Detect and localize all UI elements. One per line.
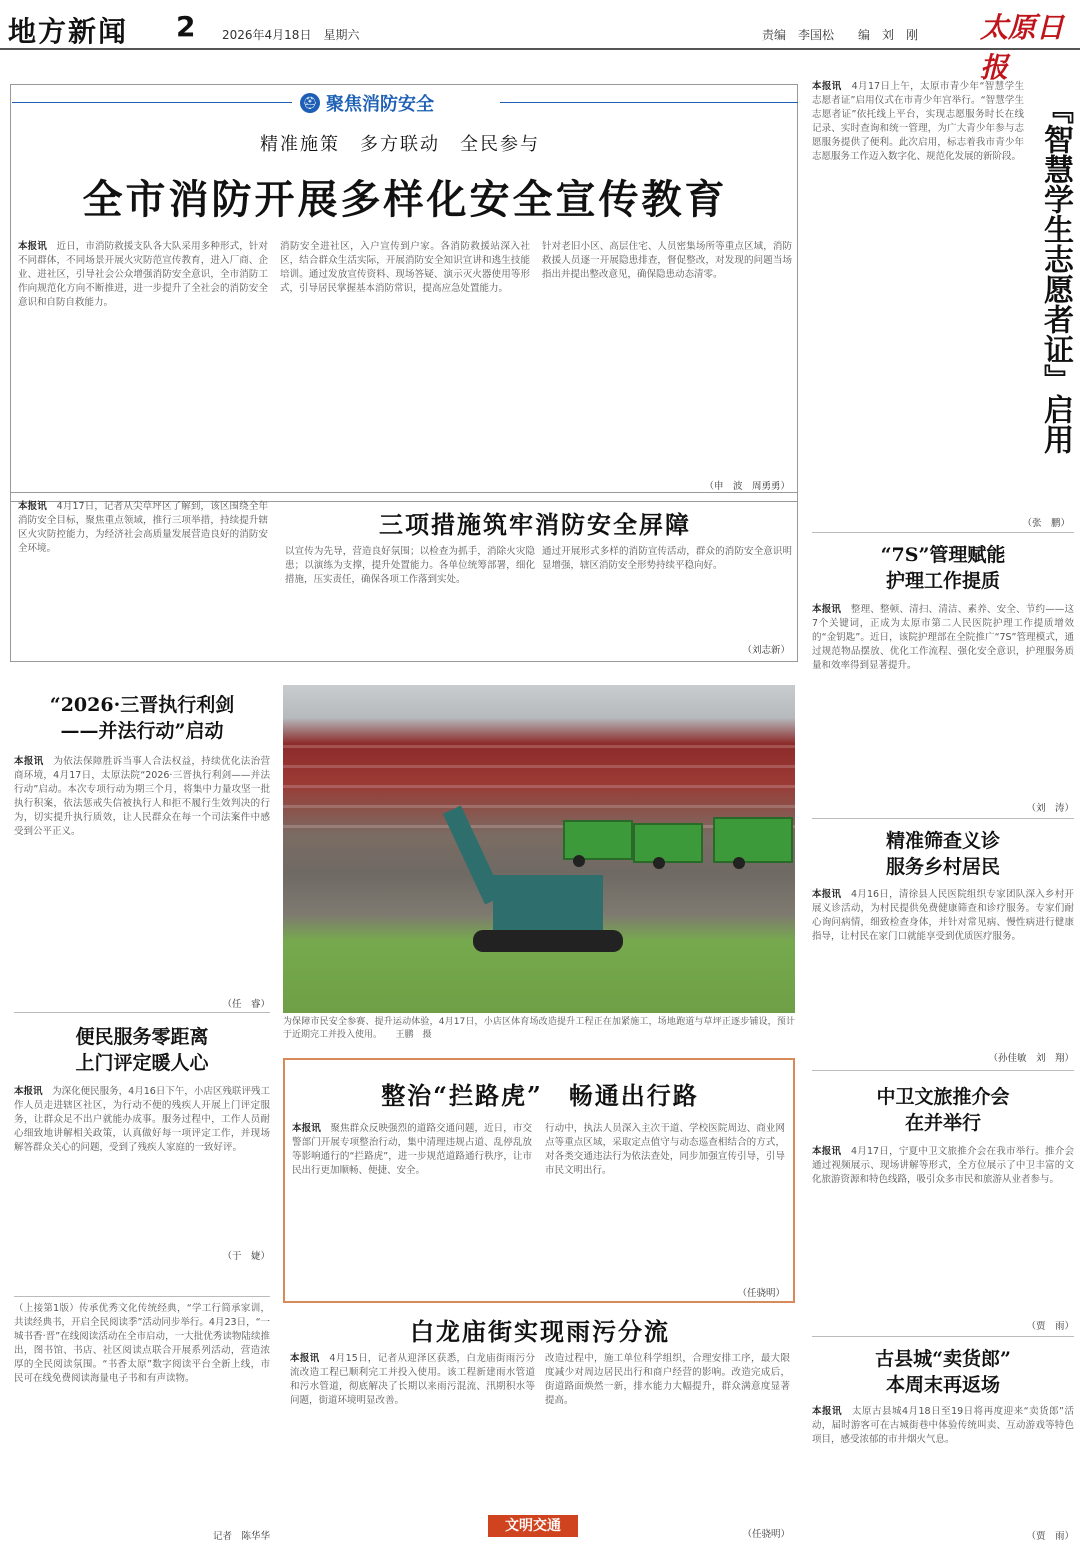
main-body-c: 针对老旧小区、高层住宅、人员密集场所等重点区域，消防救援人员逐一开展隐患排查，督促整改，对发现的问题当场指出并提出整改意见，确保隐患动态清零。 [542, 241, 792, 280]
section-title: 地方新闻 [8, 15, 129, 48]
main-kicker: 精准施策 多方联动 全民参与 [260, 134, 540, 155]
publication-date: 2026年4月18日 星期六 [222, 28, 360, 42]
right-b-lead: 本报讯 [812, 604, 842, 615]
right-c-byline: （孙佳敏 刘 翔） [988, 1053, 1074, 1064]
sewer-headline: 白龙庙街实现雨污分流 [410, 1317, 670, 1346]
left-b-title-1: 便民服务零距离 [75, 1026, 209, 1048]
main-lead: 本报讯 [18, 241, 47, 252]
right-c-lead: 本报讯 [812, 889, 842, 900]
left-a-lead: 本报讯 [14, 756, 44, 767]
second-body-a: 4月17日，记者从尖草坪区了解到，该区围绕全年消防安全目标，聚焦重点领域，推行三项举措，持续提升辖区火灾防控能力，为经济社会高质量发展营造良好的消防安全环境。 [18, 501, 268, 554]
left-c-byline: 记者 陈华华 [212, 1531, 270, 1542]
left-a-text: 为依法保障胜诉当事人合法权益，持续优化法治营商环境，4月17日，太原法院“2026·三晋执行利剑——并法行动”启动。本次专项行动为期三个月，将集中力量攻坚一批执行积案，依法惩戒失信被执行人和拒不履行生效判决的行为，切实提升执行质效，让人民群众在每一个司法案件中感受到公平正义。 [14, 756, 270, 837]
left-divider-2 [14, 1296, 270, 1297]
left-a-body [14, 755, 270, 995]
right-divider-4 [812, 1336, 1074, 1337]
right-a-text: 4月17日上午，太原市青少年“智慧学生志愿者证”启用仪式在市青少年宫举行。“智慧学生志愿者证”依托线上平台，实现志愿服务时长在线记录、实时查询和统一管理，为广大青少年参与志愿服务提供了便利。此次启用，标志着我市青少年志愿服务工作迈入数字化、规范化发展的新阶段。 [812, 81, 1024, 162]
stadium-construction-photo [283, 685, 795, 1013]
right-e-byline: （贾 雨） [1026, 1531, 1074, 1542]
right-e-title-1: 古县城“卖货郎” [875, 1348, 1011, 1370]
right-b-body [812, 603, 1074, 798]
right-e-lead: 本报讯 [812, 1406, 842, 1417]
traffic-byline: （任骁明） [737, 1288, 785, 1299]
right-d-text: 4月17日，宁夏中卫文旅推介会在我市举行。推介会通过视频展示、现场讲解等形式，全方位展示了中卫丰富的文化旅游资源和特色线路，吸引众多市民和旅游从业者参与。 [812, 1146, 1074, 1185]
right-d-title-1: 中卫文旅推介会 [876, 1086, 1010, 1108]
right-d-title-2: 在并举行 [904, 1112, 981, 1134]
main-body-col-3 [542, 240, 792, 460]
right-b-byline: （刘 涛） [1026, 803, 1074, 814]
main-body-a: 近日，市消防救援支队各大队采用多种形式，针对不同群体，不同场景开展火灾防范宣传教育，进入厂商、企业、进社区，引导社会公众增强消防安全意识，全市消防工作向规范化方向不断推进，进一步提升了全社会的消防安全意识和自防自救能力。 [18, 241, 268, 308]
left-a-title-1: “2026·三晋执行利剑 [49, 694, 235, 716]
right-c-title-2: 服务乡村居民 [885, 856, 1000, 878]
right-d-body [812, 1145, 1074, 1315]
right-d-lead: 本报讯 [812, 1146, 842, 1157]
right-c-body [812, 888, 1074, 1048]
page-number: 2 [176, 10, 196, 43]
fire-helmet-icon: ⛑ [300, 93, 320, 113]
right-divider-1 [812, 532, 1074, 533]
banner-rule-left [12, 102, 292, 103]
left-b-byline: （于 婕） [222, 1251, 270, 1262]
second-body-c: 通过开展形式多样的消防宣传活动，群众的消防安全意识明显增强，辖区消防安全形势持续平稳向好。 [542, 546, 792, 571]
left-c-text: （上接第1版）传承优秀文化传统经典，“学工行简承家训，共读经典书，开启全民阅读季”活动同步举行。4月23日，“一城书香·晋”在线阅读活动在全市启动，一大批优秀读物陆续推出，图书馆、书店、社区阅读点联合开展系列活动，营造浓厚的全民阅读氛围。“书香太原”数字阅读平台全新上线，市民可在线免费阅读海量电子书和有声读物。 [14, 1303, 270, 1384]
right-a-body [812, 80, 1024, 500]
right-e-text: 太原古县城4月18日至19日将再度迎来“卖货郎”活动，届时游客可在古城街巷中体验传统叫卖、互动游戏等特色项目，感受浓郁的市井烟火气息。 [812, 1406, 1074, 1445]
left-b-lead: 本报讯 [14, 1086, 43, 1097]
second-body-col-1 [18, 500, 268, 655]
traffic-body-col-2 [545, 1122, 785, 1282]
left-b-body [14, 1085, 270, 1295]
traffic-headline: 整治“拦路虎” 畅通出行路 [381, 1081, 699, 1110]
second-byline: （刘志新） [742, 645, 790, 656]
photo-caption: 为保障市民安全参赛、提升运动体验，4月17日，小店区体育场改造提升工程正在加紧施工，场地跑道与草坪正逐步铺设，预计于近期完工并投入使用。 王鹏 摄 [283, 1017, 795, 1040]
right-c-text: 4月16日，清徐县人民医院组织专家团队深入乡村开展义诊活动，为村民提供免费健康筛查和诊疗服务。专家们耐心询问病情，细致检查身体，并针对常见病、慢性病进行健康指导，让村民在家门口就能享受到优质医疗服务。 [812, 889, 1074, 942]
traffic-lead: 本报讯 [292, 1123, 321, 1134]
main-headline: 全市消防开展多样化安全宣传教育 [82, 176, 728, 223]
right-divider-3 [812, 1070, 1074, 1071]
sewer-body-b: 改造过程中，施工单位科学组织，合理安排工序，最大限度减少对周边居民出行和商户经营的影响。改造完成后，街道路面焕然一新，排水能力大幅提升，群众满意度显著提高。 [545, 1353, 790, 1406]
right-b-title-2: 护理工作提质 [885, 570, 1000, 592]
left-divider-1 [14, 1012, 270, 1013]
traffic-body-a: 聚焦群众反映强烈的道路交通问题，近日，市交警部门开展专项整治行动，集中清理违规占道、乱停乱放等影响通行的“拦路虎”，进一步规范道路通行秩序，让市民出行更加顺畅、便捷、安全。 [292, 1123, 532, 1176]
sewer-lead: 本报讯 [290, 1353, 320, 1364]
main-body-b: 消防安全进社区，入户宣传到户家。各消防救援站深入社区，结合群众生活实际，开展消防安全知识宣讲和逃生技能培训。通过发放宣传资料、现场答疑、演示灭火器使用等形式，引导居民掌握基本消防常识，提高应急处置能力。 [280, 241, 530, 294]
sewer-body-col-2 [545, 1352, 790, 1512]
main-byline: （申 波 周勇勇） [704, 481, 790, 492]
right-e-body [812, 1405, 1074, 1523]
editors-line: 责编 李国松 编 刘 刚 [762, 28, 919, 42]
second-body-col-3 [542, 545, 792, 640]
sewer-body-col-1 [290, 1352, 535, 1512]
banner-rule-right [500, 102, 798, 103]
traffic-body-b: 行动中，执法人员深入主次干道、学校医院周边、商业网点等重点区域，采取定点值守与动态巡查相结合的方式，对各类交通违法行为依法查处，同步加强宣传引导，引导市民文明出行。 [545, 1123, 785, 1176]
right-a-byline: （张 鹏） [1022, 518, 1070, 529]
right-d-byline: （贾 雨） [1026, 1321, 1074, 1332]
left-b-text: 为深化便民服务，4月16日下午，小店区残联评残工作人员走进辖区社区，为行动不便的残疾人开展上门评定服务，让群众足不出户就能办成事。服务过程中，工作人员耐心细致地讲解相关政策，认真做好每一项评定工作，并现场解答群众关心的问题，受到了残疾人家庭的一致好评。 [14, 1086, 270, 1153]
second-lead: 本报讯 [18, 501, 47, 512]
second-body-col-2 [285, 545, 535, 655]
right-b-text: 整理、整顿、清扫、清洁、素养、安全、节约——这7个关键词，正成为太原市第二人民医院护理工作提质增效的“金钥匙”。近日，该院护理部在全院推广“7S”管理模式，通过规范物品摆放、优化工作流程、强化安全意识，护理服务质量和效率得到显著提升。 [812, 604, 1074, 671]
left-b-title-2: 上门评定暖人心 [75, 1052, 209, 1074]
second-headline: 三项措施筑牢消防安全屏障 [379, 510, 691, 539]
main-body-col-2 [280, 240, 530, 490]
main-body-col-1 [18, 240, 268, 490]
focus-label: 聚焦消防安全 [326, 94, 434, 115]
traffic-body-col-1 [292, 1122, 532, 1297]
left-c-body [14, 1302, 270, 1524]
right-e-title-2: 本周末再返场 [885, 1374, 1000, 1396]
right-b-title-1: “7S”管理赋能 [880, 544, 1006, 566]
civilized-traffic-tag: 文明交通 [488, 1515, 578, 1537]
left-a-byline: （任 睿） [222, 999, 270, 1010]
left-a-title-2: ——并法行动”启动 [60, 720, 224, 742]
second-body-b: 以宣传为先导，营造良好氛围；以检查为抓手，消除火灾隐患；以演练为支撑，提升处置能力。各单位统筹部署，细化措施，压实责任，确保各项工作落到实处。 [285, 546, 535, 585]
right-divider-2 [812, 818, 1074, 819]
newspaper-logo: 太原日报 [980, 11, 1065, 84]
sewer-body-a: 4月15日，记者从迎泽区获悉，白龙庙街雨污分流改造工程已顺利完工并投入使用。该工程新建雨水管道和污水管道，彻底解决了长期以来雨污混流、汛期积水等问题，街道环境明显改善。 [290, 1353, 535, 1406]
right-a-lead: 本报讯 [812, 81, 842, 92]
focus-banner [300, 90, 500, 114]
volunteer-vertical-headline: 『智慧学生志愿者证』启用 [1038, 94, 1073, 454]
right-c-title-1: 精准筛查义诊 [885, 830, 1000, 852]
sewer-byline: （任骁明） [742, 1529, 790, 1540]
